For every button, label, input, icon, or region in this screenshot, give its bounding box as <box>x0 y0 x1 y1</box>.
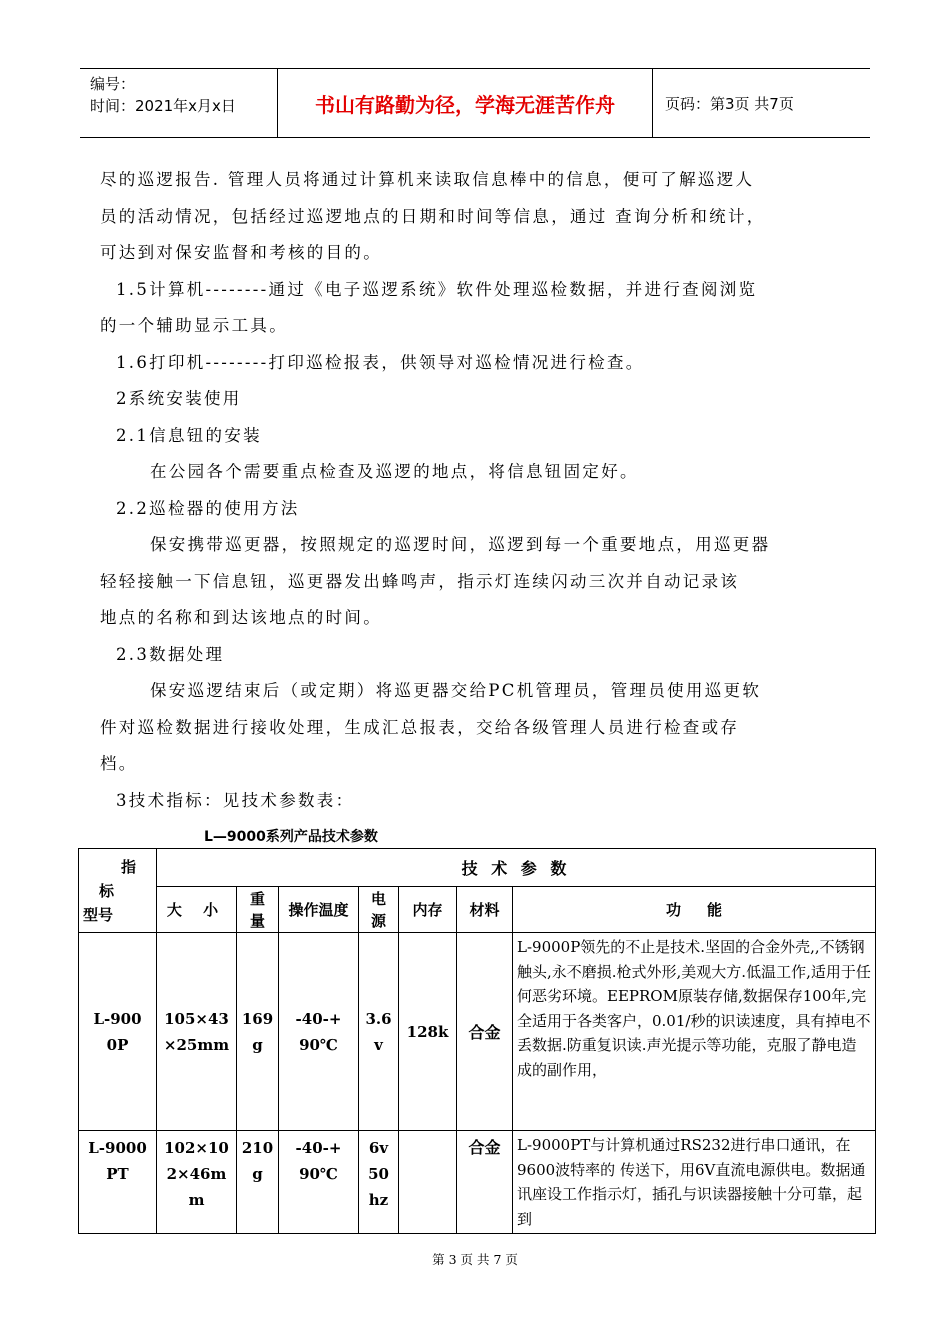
col-power-header: 电源 <box>359 887 399 933</box>
subsection-heading: 2.2巡检器的使用方法 <box>116 498 300 518</box>
subsection-heading: 2.3数据处理 <box>116 644 225 664</box>
corner-label: 指 <box>120 857 136 876</box>
time-label: 时间：2021年x月x日 <box>90 97 236 115</box>
table-row <box>79 933 876 1131</box>
corner-header-cell <box>79 849 157 933</box>
power-cell: 6v50hz <box>359 1131 399 1234</box>
document-body <box>100 162 840 819</box>
header-left-cell <box>80 69 278 137</box>
table-title: L—9000系列产品技术参数 <box>204 829 378 845</box>
paragraph-line: 档。 <box>100 754 138 773</box>
memory-cell: 128k <box>399 933 457 1131</box>
function-cell: L-9000P领先的不止是技术.坚固的合金外壳,,不锈钢触头,永不磨损.枪式外形,美观大方.低温工作,适用于任何恶劣环境。EEPROM原装存储,数据保存100年,完全适用于各类客户，0.01/秒的识读速度，具有掉电不丢数据.防重复识读.声光提示等功能，克服了静电造成的副作用， <box>513 933 876 1131</box>
paragraph-line: 尽的巡逻报告. 管理人员将通过计算机来读取信息棒中的信息，便可了解巡逻人 <box>100 170 755 189</box>
col-material-header: 材料 <box>457 887 513 933</box>
number-label: 编号： <box>90 75 136 93</box>
table-row <box>79 1131 876 1234</box>
group-header-cell: 技 术 参 数 <box>157 849 876 887</box>
paragraph-line: 1.5计算机--------通过《电子巡逻系统》软件处理巡检数据，并进行查阅浏览 <box>116 279 758 299</box>
paragraph-line: 轻轻接触一下信息钮，巡更器发出蜂鸣声，指示灯连续闪动三次并自动记录该 <box>100 571 740 591</box>
table-column-row <box>79 887 876 933</box>
col-weight-header: 重量 <box>237 887 279 933</box>
temp-cell: -40-+90℃ <box>279 933 359 1131</box>
subsection-heading: 2.1信息钮的安装 <box>116 425 262 445</box>
paragraph-line: 地点的名称和到达该地点的时间。 <box>100 608 382 627</box>
paragraph-line: 可达到对保安监督和考核的目的。 <box>100 243 382 262</box>
paragraph-line: 保安携带巡更器，按照规定的巡逻时间，巡逻到每一个重要地点，用巡更器 <box>150 535 771 554</box>
section-heading: 2系统安装使用 <box>116 389 242 408</box>
material-cell: 合金 <box>457 933 513 1131</box>
paragraph-line: 员的活动情况，包括经过巡逻地点的日期和时间等信息，通过 查询分析和统计， <box>100 206 766 226</box>
corner-label: 标 <box>98 881 114 900</box>
spec-table <box>78 848 876 1234</box>
section-heading: 3技术指标：见技术参数表： <box>116 790 355 810</box>
corner-label: 型号 <box>83 905 114 924</box>
model-cell: L-9000P <box>79 933 157 1131</box>
table-header-row <box>79 849 876 887</box>
header-motto: 书山有路勤为径，学海无涯苦作舟 <box>278 69 653 137</box>
size-cell: 105×43×25mm <box>157 933 237 1131</box>
col-function-header: 功 能 <box>513 887 876 933</box>
material-cell: 合金 <box>457 1131 513 1234</box>
weight-cell: 210g <box>237 1131 279 1234</box>
page-footer: 第 3 页 共 7 页 <box>432 1252 518 1267</box>
paragraph-line: 1.6打印机--------打印巡检报表，供领导对巡检情况进行检查。 <box>116 352 645 372</box>
paragraph-line: 保安巡逻结束后（或定期）将巡更器交给PC机管理员，管理员使用巡更软 <box>150 681 762 700</box>
paragraph-line: 的一个辅助显示工具。 <box>100 316 288 335</box>
page-header <box>80 68 870 138</box>
temp-cell: -40-+90℃ <box>279 1131 359 1234</box>
function-cell: L-9000PT与计算机通过RS232进行串口通讯，在9600波特率的 传送下，用6V直流电源供电。数据通讯座设工作指示灯，插孔与识读器接触十分可靠，起到 <box>513 1131 876 1234</box>
paragraph-line: 在公园各个需要重点检查及巡逻的地点，将信息钮固定好。 <box>150 462 639 481</box>
weight-cell: 169g <box>237 933 279 1131</box>
model-cell: L-9000PT <box>79 1131 157 1234</box>
col-temp-header: 操作温度 <box>279 887 359 933</box>
power-cell: 3.6v <box>359 933 399 1131</box>
size-cell: 102×102×46mm <box>157 1131 237 1234</box>
memory-cell <box>399 1131 457 1234</box>
header-page-info: 页码：第3页 共7页 <box>665 94 794 113</box>
col-memory-header: 内存 <box>399 887 457 933</box>
col-size-header: 大 小 <box>157 887 237 933</box>
paragraph-line: 件对巡检数据进行接收处理，生成汇总报表，交给各级管理人员进行检查或存 <box>100 717 740 737</box>
